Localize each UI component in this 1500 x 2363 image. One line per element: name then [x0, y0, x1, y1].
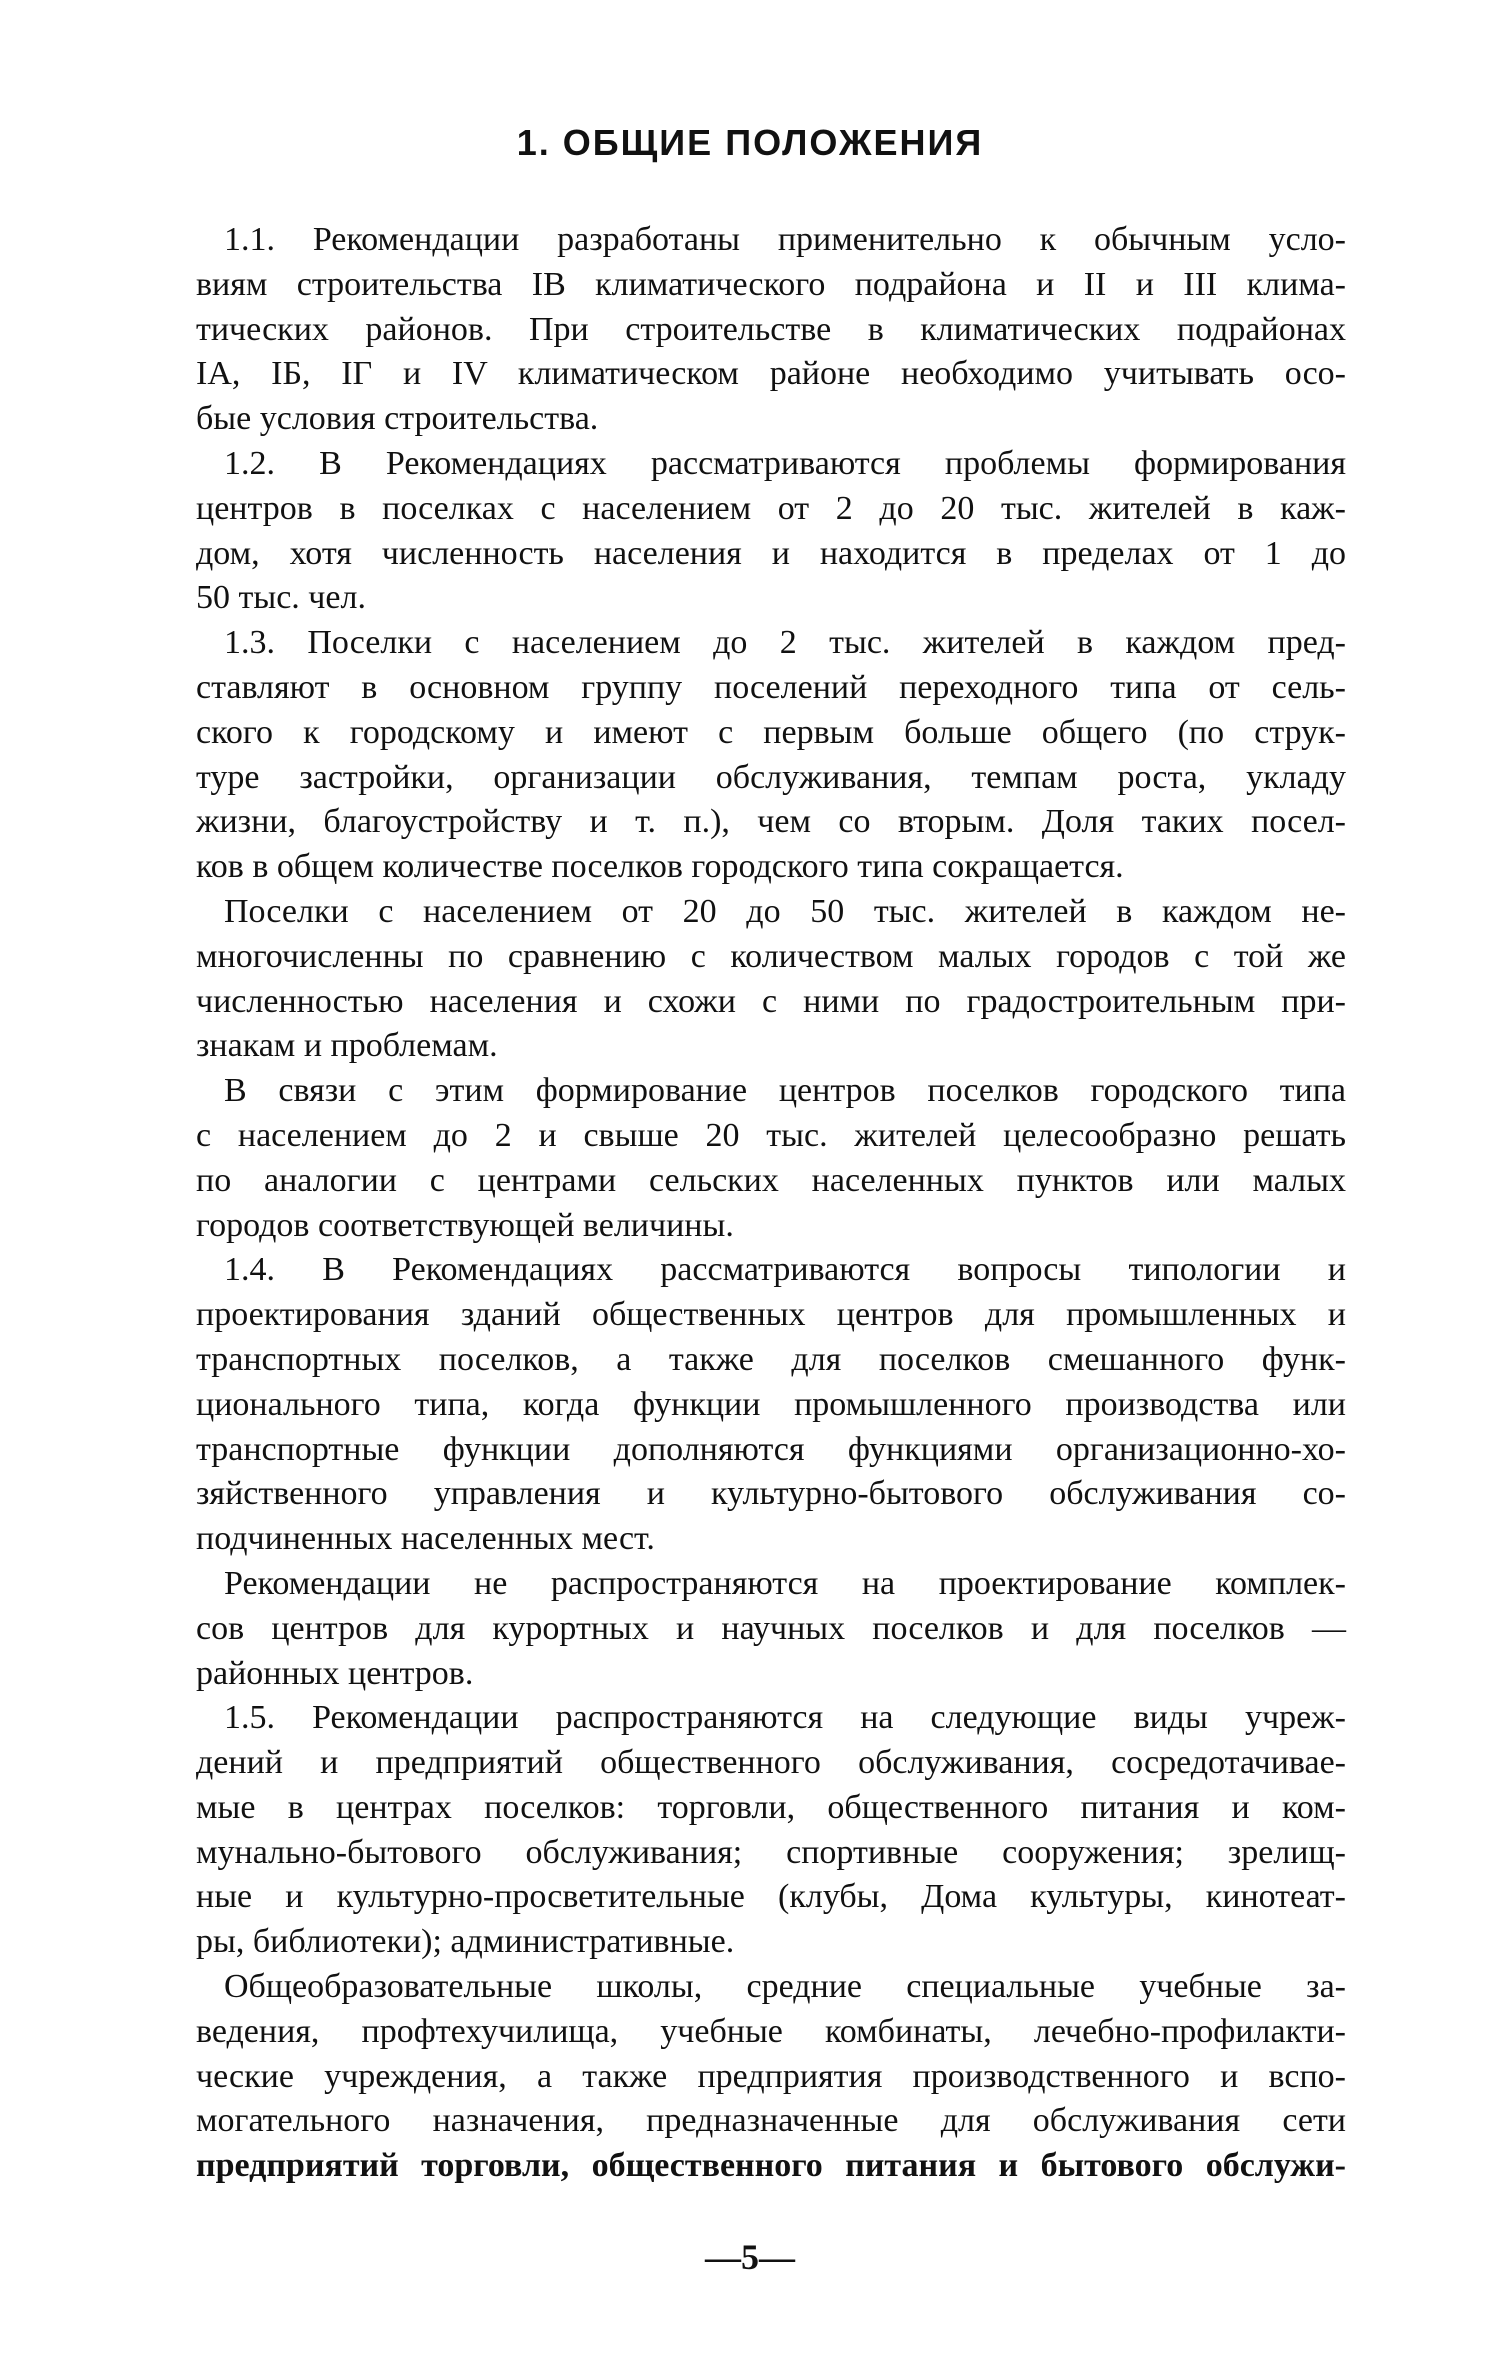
- text-line: IА, IБ, IГ и IV климатическом районе необходимо учитывать осо-: [196, 355, 1346, 393]
- section-title: 1. ОБЩИЕ ПОЛОЖЕНИЯ: [516, 122, 984, 163]
- text-line: 1.4. В Рекомендациях рассматриваются вопросы типологии и: [224, 1251, 1346, 1289]
- text-line: знакам и проблемам.: [196, 1027, 498, 1065]
- text-line: многочисленны по сравнению с количеством малых городов с той же: [196, 937, 1346, 975]
- text-line: 1.1. Рекомендации разработаны применительно к обычным усло-: [224, 221, 1346, 258]
- text-line: 50 тыс. чел.: [196, 579, 366, 617]
- text-line: 1.2. В Рекомендациях рассматриваются проблемы формирования: [224, 444, 1346, 482]
- paragraph: [196, 442, 1346, 621]
- text-line: тических районов. При строительстве в климатических подрайонах: [196, 310, 1346, 348]
- text-line: дом, хотя численность населения и находится в пределах от 1 до: [196, 534, 1346, 572]
- paragraph: [196, 1696, 1346, 1965]
- text-line: городов соответствующей величины.: [196, 1206, 734, 1244]
- text-line: предприятий торговли, общественного питания и бытового обслужи-: [196, 2147, 1346, 2185]
- text-line: ведения, профтехучилища, учебные комбинаты, лечебно-профилакти-: [196, 2012, 1346, 2050]
- text-line: 1.5. Рекомендации распространяются на следующие виды учреж-: [224, 1699, 1346, 1737]
- text-line: по аналогии с центрами сельских населенных пунктов или малых: [196, 1161, 1346, 1199]
- paragraph: [196, 621, 1346, 890]
- text-line: туре застройки, организации обслуживания, темпам роста, укладу: [196, 758, 1346, 796]
- text-line: мые в центрах поселков: торговли, общественного питания и ком-: [196, 1788, 1346, 1826]
- text-line: ционального типа, когда функции промышленного производства или: [196, 1385, 1346, 1423]
- text-line: жизни, благоустройству и т. п.), чем со вторым. Доля таких посел-: [196, 803, 1346, 841]
- text-line: сов центров для курортных и научных поселков и для поселков —: [196, 1609, 1346, 1647]
- text-line: ставляют в основном группу поселений переходного типа от сель-: [196, 668, 1346, 706]
- text-line: ры, библиотеки); административные.: [196, 1923, 735, 1961]
- text-line: 1.3. Поселки с населением до 2 тыс. жителей в каждом пред-: [224, 624, 1346, 662]
- paragraph: [196, 1965, 1346, 2189]
- paragraph: [196, 218, 1346, 442]
- text-line: центров в поселках с населением от 2 до 20 тыс. жителей в каж-: [196, 489, 1346, 527]
- text-line: В связи с этим формирование центров поселков городского типа: [224, 1072, 1346, 1110]
- text-line: дений и предприятий общественного обслуживания, сосредотачивае-: [196, 1744, 1346, 1782]
- text-line: районных центров.: [196, 1654, 474, 1692]
- text-line: мунально-бытового обслуживания; спортивные сооружения; зрелищ-: [196, 1833, 1346, 1871]
- text-line: зяйственного управления и культурно-бытового обслуживания со-: [196, 1475, 1346, 1513]
- text-line: Рекомендации не распространяются на проектирование комплек-: [224, 1564, 1346, 1602]
- text-line: Поселки с населением от 20 до 50 тыс. жителей в каждом не-: [224, 892, 1346, 930]
- text-line: могательного назначения, предназначенные для обслуживания сети: [196, 2102, 1346, 2140]
- text-line: ков в общем количестве поселков городского типа сокращается.: [196, 848, 1124, 886]
- text-line: транспортных поселков, а также для поселков смешанного функ-: [196, 1340, 1346, 1378]
- page-number: —5—: [705, 2237, 795, 2277]
- text-line: численностью населения и схожи с ними по градостроительным при-: [196, 982, 1346, 1020]
- text-line: виям строительства IВ климатического подрайона и II и III клима-: [196, 265, 1346, 303]
- paragraph: [196, 1248, 1346, 1562]
- text-line: бые условия строительства.: [196, 400, 599, 438]
- text-line: с населением до 2 и свыше 20 тыс. жителей целесообразно решать: [196, 1116, 1346, 1154]
- text-line: ные и культурно-просветительные (клубы, Дома культуры, кинотеат-: [196, 1878, 1346, 1916]
- text-line: проектирования зданий общественных центров для промышленных и: [196, 1296, 1346, 1334]
- paragraph: [196, 890, 1346, 1069]
- text-line: ческие учреждения, а также предприятия производственного и вспо-: [196, 2057, 1346, 2095]
- paragraph: [196, 1562, 1346, 1696]
- paragraph: [196, 1069, 1346, 1248]
- text-line: подчиненных населенных мест.: [196, 1520, 655, 1558]
- document-body: [196, 218, 1346, 2189]
- text-line: ского к городскому и имеют с первым больше общего (по струк-: [196, 713, 1346, 751]
- text-line: Общеобразовательные школы, средние специальные учебные за-: [224, 1968, 1346, 2006]
- text-line: транспортные функции дополняются функциями организационно-хо-: [196, 1430, 1346, 1468]
